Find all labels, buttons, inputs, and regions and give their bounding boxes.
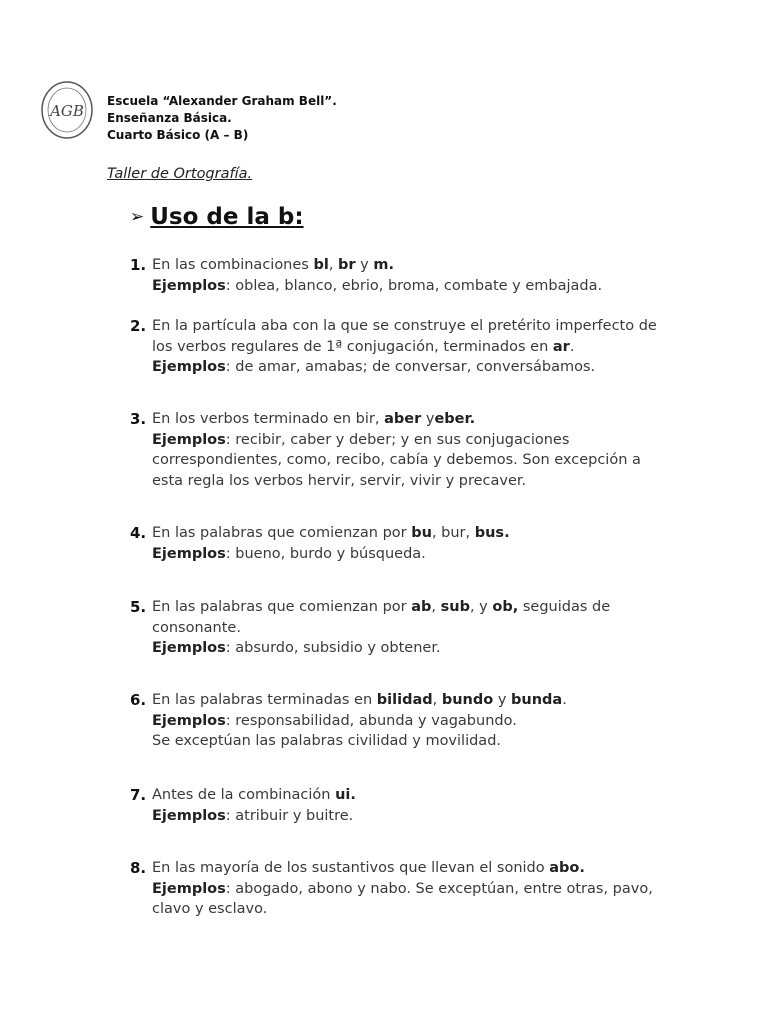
rule-number: 1. — [130, 256, 147, 274]
school-info — [107, 93, 337, 144]
logo-monogram: AGB — [50, 102, 84, 120]
rule-number: 2. — [130, 317, 147, 335]
rule-number: 8. — [130, 859, 147, 877]
rule-text: En la partícula aba con la que se construye el pretérito imperfecto de los verbos regulares de 1ª conjugación, terminados en ar. — [152, 318, 657, 355]
school-grade: Cuarto Básico (A – B) — [107, 128, 249, 142]
rule-examples: Ejemplos: atribuir y buitre. — [152, 807, 354, 824]
rule-text: En los verbos terminado en bir, aber yeber. — [152, 411, 476, 427]
rule-item — [130, 409, 670, 491]
rule-item — [130, 316, 670, 378]
rule-text: En las palabras terminadas en bilidad, bundo y bunda. — [152, 692, 567, 708]
rule-number: 5. — [130, 598, 147, 616]
section-title: Uso de la b: — [150, 204, 304, 230]
school-name: Escuela “Alexander Graham Bell”. — [107, 94, 337, 108]
rule-number: 7. — [130, 786, 147, 804]
arrow-bullet-icon: ➢ — [130, 207, 145, 227]
workshop-title: Taller de Ortografía. — [107, 166, 253, 182]
rule-item — [130, 785, 670, 826]
rule-examples: Ejemplos: absurdo, subsidio y obtener. — [152, 640, 441, 656]
rule-text: En las palabras que comienzan por bu, bur, bus. — [152, 525, 510, 541]
rule-examples: Ejemplos: de amar, amabas; de conversar, conversábamos. — [152, 359, 596, 375]
rule-number: 4. — [130, 524, 147, 542]
rule-text: En las combinaciones bl, br y m. — [152, 257, 395, 273]
rule-examples: Ejemplos: oblea, blanco, ebrio, broma, combate y embajada. — [152, 277, 603, 294]
rule-examples: Ejemplos: abogado, abono y nabo. Se exceptúan, entre otras, pavo, clavo y esclavo. — [152, 880, 653, 917]
rule-examples: Ejemplos: responsabilidad, abunda y vagabundo. — [152, 712, 517, 729]
rule-number: 6. — [130, 691, 147, 709]
rule-examples: Ejemplos: bueno, burdo y búsqueda. — [152, 545, 426, 562]
rule-text: En las palabras que comienzan por ab, sub, y ob, seguidas de consonante. — [152, 599, 611, 636]
rule-text: Antes de la combinación ui. — [152, 787, 356, 803]
rule-exception: Se exceptúan las palabras civilidad y movilidad. — [152, 733, 502, 749]
school-logo — [40, 80, 94, 140]
school-level: Enseñanza Básica. — [107, 111, 232, 125]
rule-item — [130, 690, 670, 752]
rule-number: 3. — [130, 410, 147, 428]
section-heading — [130, 204, 304, 230]
rule-item — [130, 858, 670, 920]
rule-item — [130, 255, 670, 296]
rule-item — [130, 523, 670, 564]
rule-text: En las mayoría de los sustantivos que llevan el sonido abo. — [152, 860, 585, 876]
rule-item — [130, 597, 670, 659]
rule-examples: Ejemplos: recibir, caber y deber; y en sus conjugaciones correspondientes, como, recibo, cabía y debemos. Son excepción a esta regla los verbos hervir, servir, vivir y precaver. — [152, 431, 641, 489]
